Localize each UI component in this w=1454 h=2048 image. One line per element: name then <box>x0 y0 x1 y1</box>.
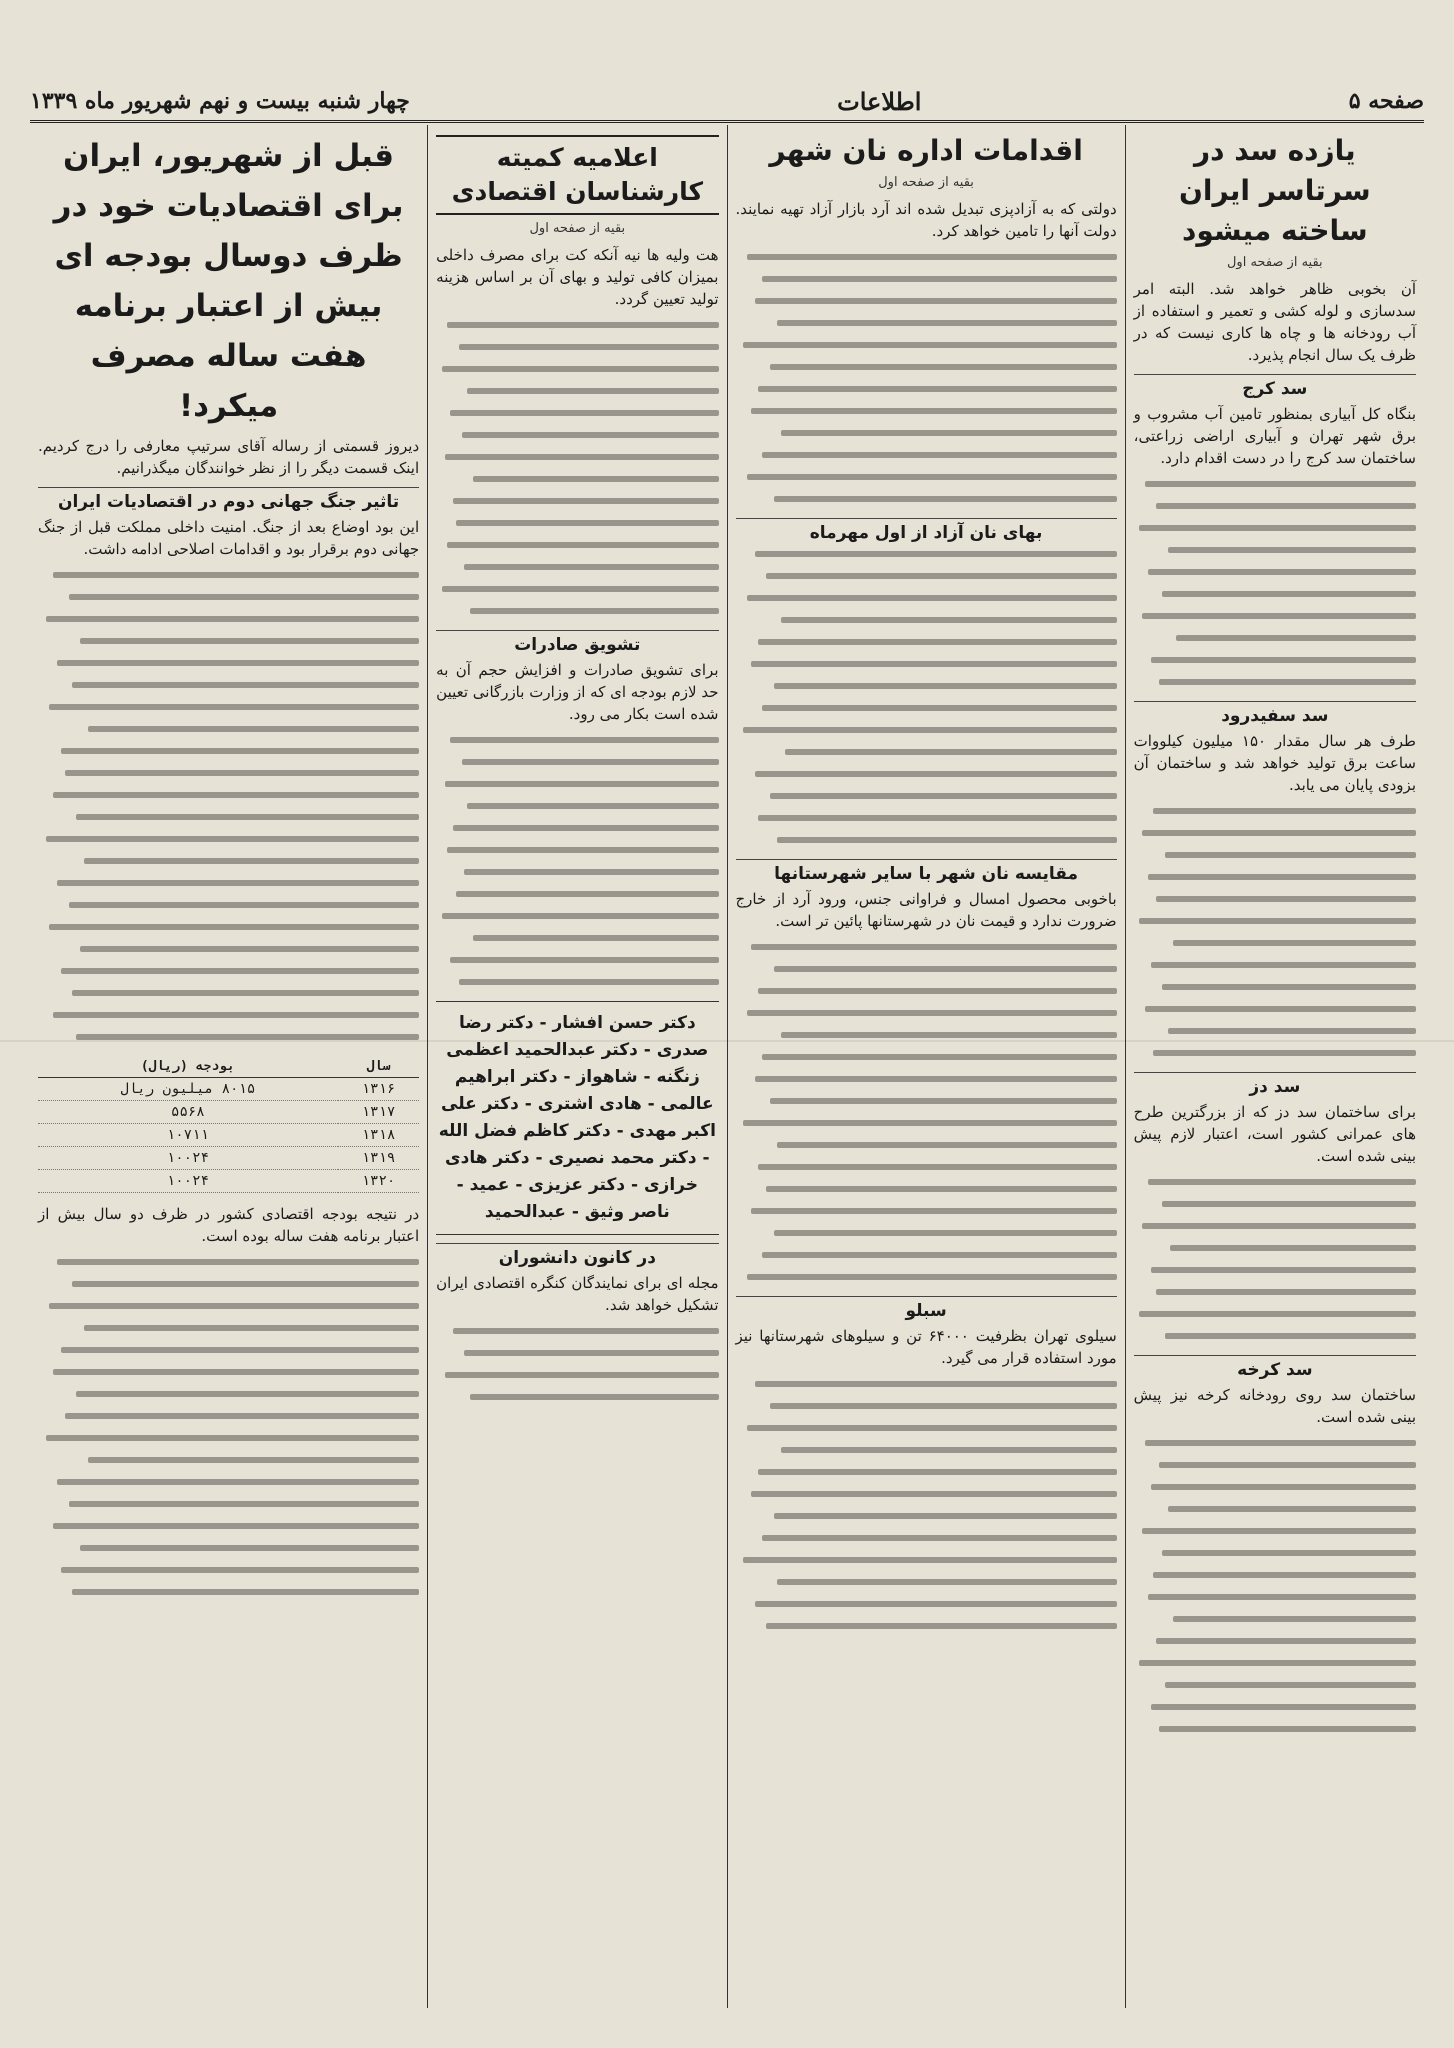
economy-conclusion: در نتیجه بودجه اقتصادی کشور در ظرف دو سال بیش از اعتبار برنامه هفت ساله بوده است. <box>38 1205 420 1245</box>
economy-war-subhead: تاثیر جنگ جهانی دوم در اقتصادیات ایران <box>38 487 419 512</box>
table-row: ۱۳۱۷ ۵۵۶۸ <box>38 1101 419 1124</box>
committee-signatories: دکتر حسن افشار - دکتر رضا صدری - دکتر عبدالحمید اعظمی زنگنه - شاهواز - دکتر ابراهیم عالمی - هادی اشتری - دکتر علی اکبر مهدی - دکتر کاظم فضل الله - دکتر محمد نصیری - دکتر هادی خرازی - دکتر عزیزی - عمید - ناصر وثیق - عبدالحمید <box>438 1013 716 1222</box>
bread-body-lines-2 <box>736 547 1117 843</box>
column-dams <box>1125 125 1424 2008</box>
dams-continued: بقیه از صفحه اول <box>1226 255 1323 270</box>
table-row: ۱۳۱۸ ۱۰۷۱۱ <box>38 1124 419 1147</box>
economy-war-text: این بود اوضاع بعد از جنگ. امنیت داخلی مملکت قبل از جنگ جهانی دوم برقرار بود و اقدامات اصلاحی ادامه داشت. <box>38 518 420 558</box>
bread-silo-subhead: سبلو <box>736 1296 1117 1321</box>
dams-subhead-karkheh: سد کرخه <box>1134 1355 1416 1380</box>
bread-price-subhead: بهای نان آزاد از اول مهرماه <box>736 518 1117 543</box>
dams-subhead-karaj: سد کرج <box>1134 374 1416 399</box>
dams-body-lines-3 <box>1134 1175 1416 1339</box>
economy-body-lines <box>38 568 419 1040</box>
dams-subhead-sefidrud: سد سفیدرود <box>1134 701 1416 726</box>
committee-intro: هت ولیه ها نیه آنکه کت برای مصرف داخلی بمیزان کافی تولید و بهای آن بر اساس هزینه تولید تعیین گردد. <box>436 246 719 308</box>
bread-silo-text: سیلوی تهران بظرفیت ۶۴۰۰۰ تن و سیلوهای شهرستانها نیز مورد استفاده قرار می گیرد. <box>735 1327 1117 1367</box>
committee-export-subhead: تشویق صادرات <box>436 630 718 655</box>
page-fold <box>0 1040 1454 1042</box>
budget-table-header: بودجه (ریال) <box>38 1056 338 1078</box>
committee-forum-subhead: در کانون دانشوران <box>436 1243 718 1268</box>
page-number: صفحه ۵ <box>1348 88 1424 114</box>
article-columns <box>30 125 1424 2008</box>
bread-body-lines-3 <box>736 940 1117 1280</box>
budget-table-header: سال <box>338 1056 419 1078</box>
committee-forum-text: مجله ای برای نمایندگان کنگره اقتصادی ایران تشکیل خواهد شد. <box>436 1274 719 1314</box>
committee-body-lines-3 <box>436 1324 718 1400</box>
column-bread <box>727 125 1125 2008</box>
dams-text-sefidrud: طرف هر سال مقدار ۱۵۰ میلیون کیلووات ساعت برق تولید خواهد شد و ساختمان آن بزودی پایان می یابد. <box>1133 732 1416 794</box>
bread-intro: دولتی که به آزادپزی تبدیل شده اند آرد بازار آزاد تهیه نمایند. دولت آنها را تامین خواهد کرد. <box>735 200 1117 240</box>
committee-export-text: برای تشویق صادرات و افزایش حجم آن به حد لازم بودجه ای که از وزارت بازرگانی تعیین شده است بکار می رود. <box>436 661 719 723</box>
economy-intro: دیروز قسمتی از رساله آقای سرتیپ معارفی را درج کردیم. اینک قسمت دیگر را از نظر خوانندگان میگذرانیم. <box>38 437 420 477</box>
budget-table <box>38 1056 419 1193</box>
table-row: ۱۳۱۶ ۸۰۱۵ میلیون ریال <box>38 1078 419 1101</box>
dams-headline: یازده سد در سرتاسر ایران ساخته میشود <box>1178 134 1371 247</box>
committee-body-lines-2 <box>436 733 718 985</box>
dams-text-karkheh: ساختمان سد روی رودخانه کرخه نیز پیش بینی شده است. <box>1133 1386 1416 1426</box>
dams-body-lines-4 <box>1134 1436 1416 1732</box>
dams-intro: آن بخوبی ظاهر خواهد شد. البته امر سدسازی و لوله کشی و تعمیر و استفاده از آب رودخانه ها و چاه ها کاری نیست که در ظرف یک سال انجام پذیرد. <box>1133 280 1416 364</box>
table-row: ۱۳۲۰ ۱۰۰۲۴ <box>38 1170 419 1193</box>
newspaper-name: اطلاعات <box>837 86 922 116</box>
dams-subhead-dez: سد دز <box>1134 1072 1416 1097</box>
economy-body-lines-2 <box>38 1255 419 1595</box>
dams-text-karaj: بنگاه کل آبیاری بمنظور تامین آب مشروب و برق شهر تهران و آبیاری اراضی زراعتی، ساختمان سد کرج را در دست اقدام دارد. <box>1133 405 1416 467</box>
dams-body-lines <box>1134 477 1416 685</box>
bread-continued: بقیه از صفحه اول <box>878 175 974 190</box>
bread-comparison-text: باخوبی محصول امسال و فراوانی جنس، ورود آرد از خارج ضرورت ندارد و قیمت نان در شهرستانها پائین تر است. <box>735 890 1117 930</box>
bread-body-lines <box>736 250 1117 502</box>
bread-comparison-subhead: مقایسه نان شهر با سایر شهرستانها <box>736 859 1117 884</box>
bread-headline: اقدامات اداره نان شهر <box>769 134 1083 167</box>
issue-date: چهار شنبه بیست و نهم شهریور ماه ۱۳۳۹ <box>30 88 410 114</box>
economy-headline: قبل از شهریور، ایران برای اقتصادیات خود در ظرف دوسال بودجه ای بیش از اعتبار برنامه هفت ساله مصرف میکرد! <box>53 138 404 424</box>
column-economy <box>30 125 427 2008</box>
bread-body-lines-4 <box>736 1377 1117 1629</box>
column-committee <box>427 125 726 2008</box>
masthead <box>30 82 1424 123</box>
dams-text-dez: برای ساختمان سد دز که از بزرگترین طرح های عمرانی کشور است، اعتبار لازم پیش بینی شده است. <box>1133 1103 1416 1165</box>
table-row: ۱۳۱۹ ۱۰۰۲۴ <box>38 1147 419 1170</box>
committee-continued: بقیه از صفحه اول <box>529 221 626 236</box>
committee-body-lines <box>436 318 718 614</box>
committee-headline: اعلامیه کمیته کارشناسان اقتصادی <box>436 135 718 215</box>
dams-body-lines-2 <box>1134 804 1416 1056</box>
